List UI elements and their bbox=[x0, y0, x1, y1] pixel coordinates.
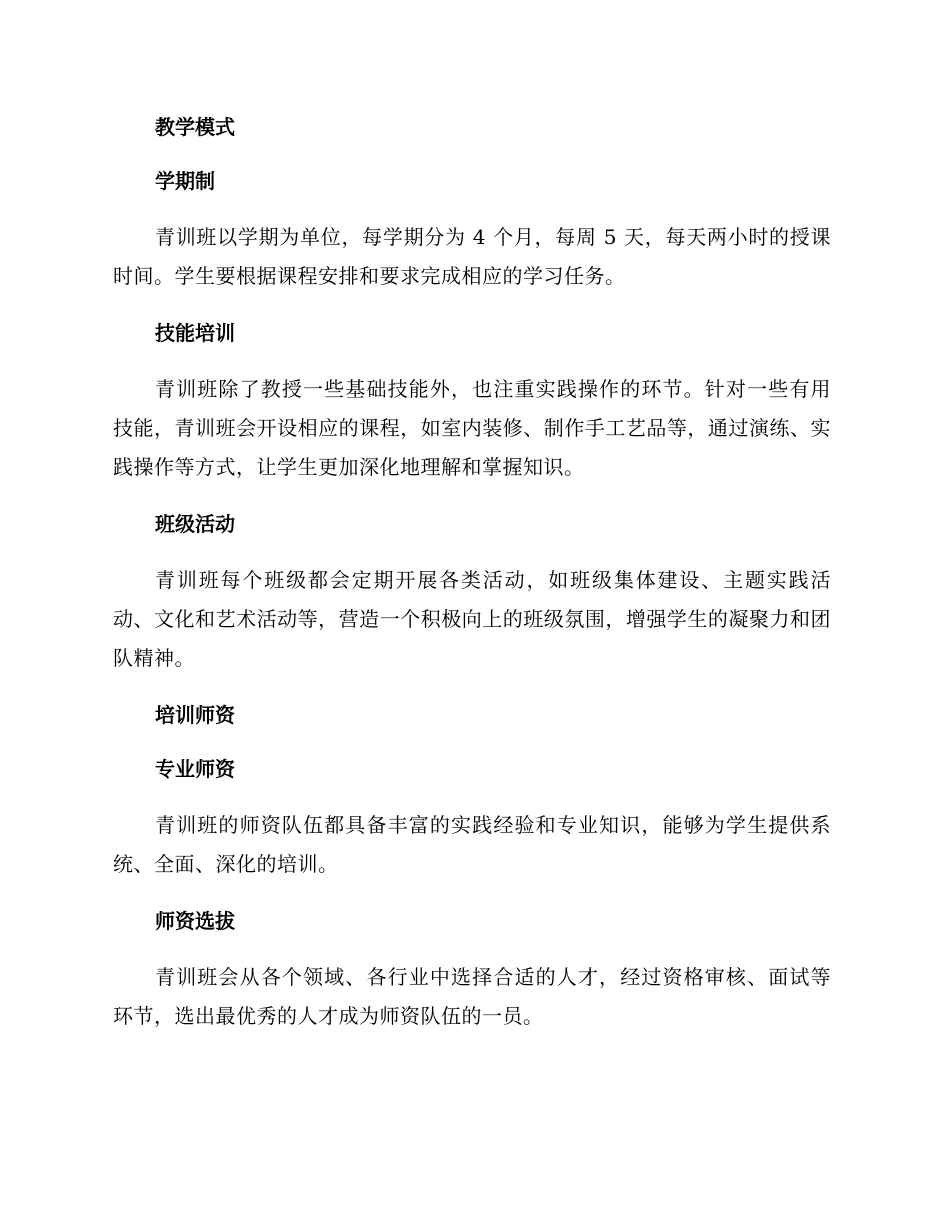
heading-training-faculty: 培训师资 bbox=[155, 703, 235, 727]
paragraph-skill-training: 青训班除了教授一些基础技能外，也注重实践操作的环节。针对一些有用技能，青训班会开设相应的课程，如室内装修、制作手工艺品等，通过演练、实践操作等方式，让学生更加深化地理解和掌握知识。 bbox=[113, 377, 831, 479]
heading-semester-system: 学期制 bbox=[155, 169, 215, 193]
paragraph-professional-faculty: 青训班的师资队伍都具备丰富的实践经验和专业知识，能够为学生提供系统、全面、深化的培训。 bbox=[113, 813, 831, 876]
heading-class-activities: 班级活动 bbox=[155, 512, 235, 536]
paragraph-class-activities: 青训班每个班级都会定期开展各类活动，如班级集体建设、主题实践活动、文化和艺术活动等，营造一个积极向上的班级氛围，增强学生的凝聚力和团队精神。 bbox=[113, 568, 831, 670]
heading-teaching-mode: 教学模式 bbox=[155, 115, 235, 139]
document-body bbox=[113, 110, 831, 1056]
paragraph-faculty-selection: 青训班会从各个领域、各行业中选择合适的人才，经过资格审核、面试等环节，选出最优秀的人才成为师资队伍的一员。 bbox=[113, 965, 831, 1028]
paragraph-semester-system: 青训班以学期为单位，每学期分为 4 个月，每周 5 天，每天两小时的授课时间。学生要根据课程安排和要求完成相应的学习任务。 bbox=[113, 225, 831, 288]
heading-professional-faculty: 专业师资 bbox=[155, 757, 235, 781]
heading-faculty-selection: 师资选拔 bbox=[155, 909, 235, 933]
heading-skill-training: 技能培训 bbox=[155, 321, 235, 345]
